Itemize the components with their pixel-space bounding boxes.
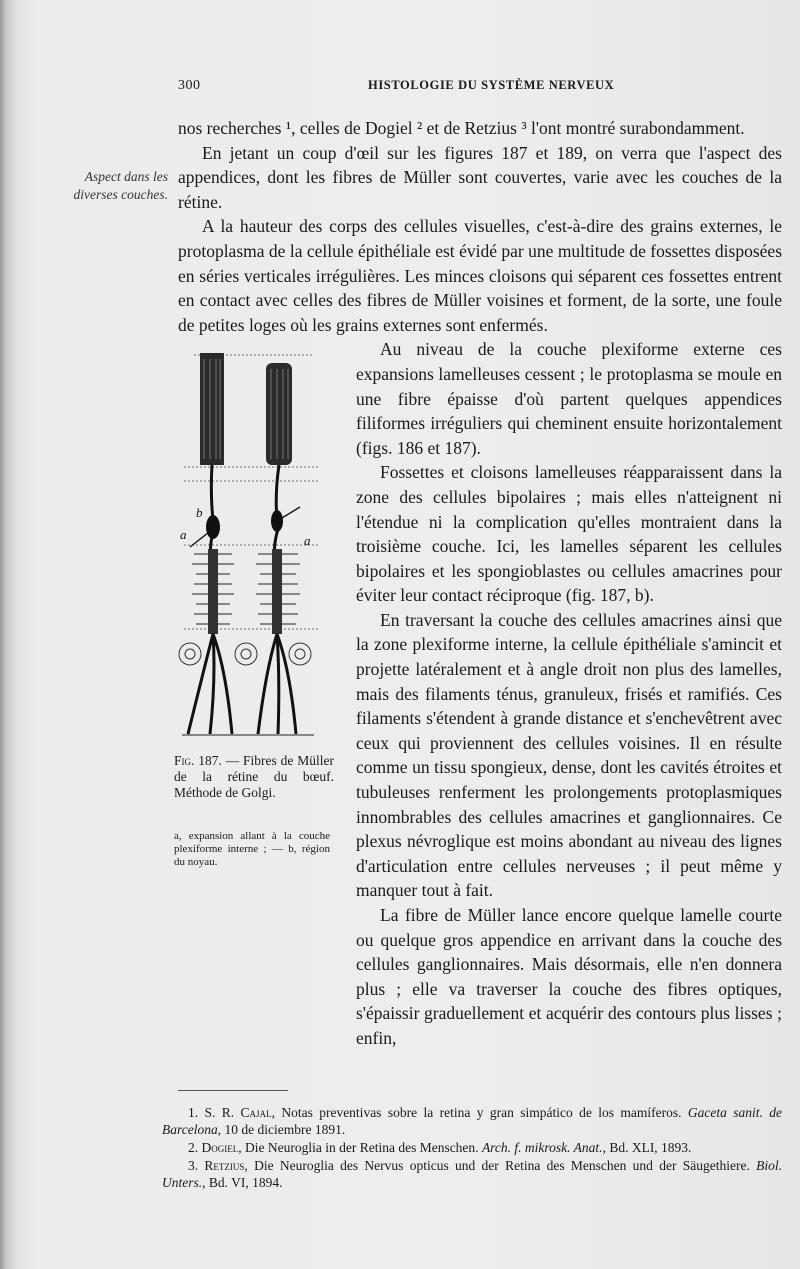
footnote-2-number: 2. bbox=[188, 1140, 202, 1155]
footnotes bbox=[162, 1104, 782, 1192]
footnote-2-text: , Die Neuroglia in der Retina des Menschen. bbox=[238, 1140, 482, 1155]
footnote-1-end: , 10 de diciembre 1891. bbox=[217, 1122, 346, 1137]
paragraph-amacrines: En traversant la couche des cellules amacrines ainsi que la zone plexiforme interne, la cellule épithéliale s'amincit et projette latéralement et à angle droit non plus des lamelles, mais des filaments ténus, granuleux, frisés et ramifiés. Ces filaments s'étendent à grande distance et s'enchevêtrent avec ceux qui proviennent des cellules voisines. Il en résulte comme un tissu spongieux, dense, dont les cavités étroites et tubuleuses renferment les prolongements protoplasmiques innombrables des cellules amacrines et ganglionnaires. Ce plexus névroglique est moins abondant au niveau des lignes d'articulation entre cellules nerveuses ; il peut même y manquer tout à fait. bbox=[356, 609, 782, 901]
running-title: HISTOLOGIE DU SYSTÈME NERVEUX bbox=[368, 78, 615, 92]
paragraph-fossettes: Fossettes et cloisons lamelleuses réapparaissent dans la zone des cellules bipolaires ; mais elles n'atteignent ni l'étendue ni la complication qu'elles montraient dans la troisième couche. Ici, les lamelles séparent les cellules bipolaires et les spongioblastes ou cellules amacrines pour éviter leur contact réciproque (fig. 187, b). bbox=[356, 462, 782, 606]
footnote-3-author: Retzius bbox=[204, 1158, 245, 1173]
footnote-3-journal: Biol. Unters. bbox=[162, 1158, 783, 1190]
footnote-1 bbox=[162, 1104, 782, 1138]
figure-caption-text: — Fibres de Müller de la rétine du bœuf. Méthode de Golgi. bbox=[174, 753, 334, 801]
page-header bbox=[0, 76, 800, 96]
paragraph-continuation: nos recherches ¹, celles de Dogiel ² et de Retzius ³ l'ont montré surabondamment. bbox=[178, 118, 745, 138]
muller-fibres-illustration bbox=[174, 349, 324, 737]
footnote-3-text: , Die Neuroglia des Nervus opticus und der Retina des Menschen und der Säugethiere. bbox=[244, 1158, 757, 1173]
figure-label-a-right: a bbox=[304, 533, 311, 549]
paragraph-ganglionnaires: La fibre de Müller lance encore quelque lamelle courte ou quelque gros appendice en arrivant dans la couche des cellules ganglionnaires. Mais désormais, elle n'en donnera plus ; elle va traverser la couche des fibres optiques, s'épaissir graduellement et acquérir des contours plus lisses ; enfin, bbox=[356, 905, 782, 1048]
figure-caption bbox=[174, 753, 334, 801]
footnote-2 bbox=[162, 1139, 782, 1156]
paragraph-grains-externes: A la hauteur des corps des cellules visuelles, c'est-à-dire des grains externes, le protoplasma de la cellule épithéliale est évidé par une multitude de fossettes disposées en séries verticales irrégulières. Les minces cloisons qui séparent ces fossettes entrent en contact avec celles des fibres de Müller voisines et forment, de la sorte, une foule de petites loges où les grains externes sont enfermés. bbox=[178, 216, 782, 335]
footnote-2-journal: Arch. f. mikrosk. Anat. bbox=[481, 1140, 603, 1155]
footnote-3-number: 3. bbox=[188, 1158, 205, 1173]
page-number: 300 bbox=[178, 78, 201, 93]
figure-caption-label: Fig. 187. bbox=[174, 753, 222, 769]
figure-label-a-left: a bbox=[180, 527, 187, 543]
figure-label-b: b bbox=[196, 505, 203, 521]
footnote-3 bbox=[162, 1157, 782, 1191]
figure-legend: a, expansion allant à la couche plexiforme interne ; — b, région du noyau. bbox=[174, 830, 330, 869]
paragraph-appendices: En jetant un coup d'œil sur les figures 187 et 189, on verra que l'aspect des appendices, dont les fibres de Müller sont couvertes, varie avec les couches de la rétine. bbox=[178, 142, 782, 212]
margin-note: Aspect dans les diverses couches. bbox=[73, 169, 168, 202]
footnote-1-number: 1. bbox=[188, 1105, 205, 1120]
body-text bbox=[174, 116, 782, 1137]
footnote-3-end: , Bd. VI, 1894. bbox=[202, 1175, 283, 1190]
footnote-1-journal: Gaceta sanit. de Barcelona bbox=[162, 1105, 782, 1137]
footnote-rule bbox=[178, 1090, 288, 1091]
figure-187 bbox=[174, 337, 352, 1137]
footnote-2-author: Dogiel bbox=[201, 1140, 239, 1155]
footnote-1-text: , Notas preventivas sobre la retina y gran simpático de los mamíferos. bbox=[271, 1105, 688, 1120]
footnote-1-author: S. R. Cajal bbox=[204, 1105, 272, 1120]
paragraph-plexiforme-externe: Au niveau de la couche plexiforme externe ces expansions lamelleuses cessent ; le protoplasma se moule en une fibre épaisse d'où partent quelques appendices filiformes irréguliers qui cheminent ensuite horizontalement (figs. 186 et 187). bbox=[356, 339, 782, 458]
footnote-2-end: , Bd. XLI, 1893. bbox=[602, 1140, 692, 1155]
